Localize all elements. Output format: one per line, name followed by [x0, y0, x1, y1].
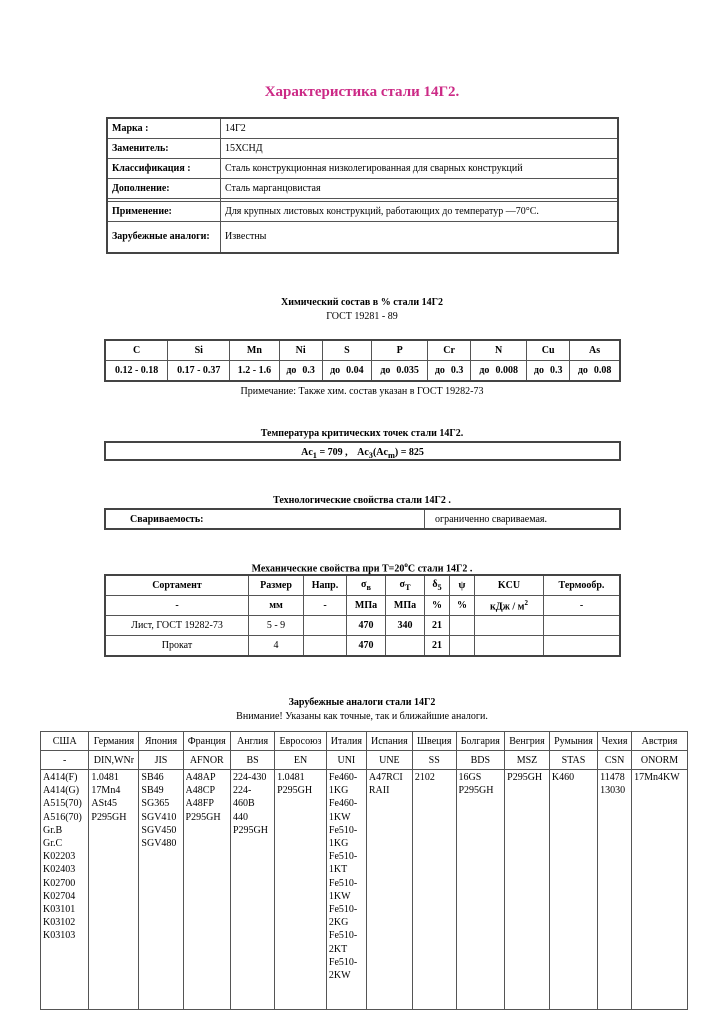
mech-title — [0, 561, 724, 574]
col-sortament: Сортамент — [105, 575, 249, 596]
info-value: Известны — [221, 221, 619, 253]
data-cell: 21 — [425, 636, 450, 657]
chemistry-table — [104, 339, 621, 382]
table-row — [107, 118, 618, 138]
country-header: США — [41, 732, 89, 751]
info-value: 14Г2 — [221, 118, 619, 138]
grades-list: K460 — [551, 772, 575, 783]
range-prefix: до — [533, 365, 544, 376]
unit-cell: МПа — [347, 596, 386, 616]
element-header: As — [570, 340, 620, 361]
critical-title: Температура критических точек стали 14Г2. — [260, 428, 464, 439]
grades-cell — [632, 770, 688, 1010]
country-header: Чехия — [598, 732, 632, 751]
country-header: Швеция — [412, 732, 456, 751]
element-range — [471, 361, 527, 382]
element-header: S — [322, 340, 372, 361]
grades-list: 224-430 224- 460B 440 P295GH — [232, 772, 268, 836]
info-key: Классификация : — [107, 158, 221, 178]
ac1-label: Ac — [301, 447, 313, 458]
element-header: Mn — [230, 340, 279, 361]
data-cell — [304, 636, 347, 657]
country-header: Румыния — [549, 732, 597, 751]
range-value: 1.2 - 1.6 — [237, 365, 272, 376]
chemistry-note: Примечание: Также хим. состав указан в ГОСТ 19282-73 — [240, 386, 484, 397]
unit-cell: % — [450, 596, 475, 616]
standard-cell: EN — [275, 751, 327, 770]
table-row — [107, 201, 618, 221]
grades-cell — [412, 770, 456, 1010]
grades-list: 1.0481 17Mn4 ASt45 P295GH — [91, 772, 127, 823]
standard-cell: CSN — [598, 751, 632, 770]
grades-list: A47RCI RAII — [368, 772, 403, 797]
data-cell: 4 — [249, 636, 304, 657]
standard-cell: ONORM — [632, 751, 688, 770]
grades-cell — [139, 770, 183, 1010]
grades-list: 2102 — [414, 772, 435, 783]
table-row — [105, 509, 620, 529]
data-cell — [475, 636, 544, 657]
table-row — [107, 138, 618, 158]
ac3-mid-sub: m — [387, 451, 395, 460]
element-range — [428, 361, 471, 382]
table-row — [41, 770, 688, 1010]
table-row — [105, 575, 620, 596]
standard-cell: DIN,WNr — [89, 751, 139, 770]
element-header: N — [471, 340, 527, 361]
range-value: 0.12 - 0.18 — [114, 365, 159, 376]
table-row — [105, 596, 620, 616]
country-header: Япония — [139, 732, 183, 751]
info-key: Марка : — [107, 118, 221, 138]
grades-cell — [549, 770, 597, 1010]
grades-cell — [41, 770, 89, 1010]
range-prefix: до — [330, 365, 341, 376]
standard-cell: JIS — [139, 751, 183, 770]
col-delta: $\delta_5$ — [425, 575, 450, 596]
element-header: Cr — [428, 340, 471, 361]
grades-cell — [505, 770, 550, 1010]
grades-list: A414(F) A414(G) A515(70) A516(70) Gr.B Gr.C K02203 K02403 K02700 K02704 K03101 K03102 K03103 — [43, 772, 82, 942]
data-cell — [475, 616, 544, 636]
col-sigma-b: $\sigma_в$ — [347, 575, 386, 596]
standard-cell: SS — [412, 751, 456, 770]
element-header: C — [105, 340, 168, 361]
tech-title: Технологические свойства стали 14Г2 . — [273, 495, 451, 506]
weldability-label: Свариваемость: — [105, 509, 425, 529]
mech-title-text: Механические свойства при Т=20 — [251, 563, 405, 575]
unit-cell: - — [304, 596, 347, 616]
grades-list: 17Mn4KW — [634, 772, 680, 783]
tech-table — [104, 508, 621, 530]
unit-cell: % — [425, 596, 450, 616]
unit-cell: мм — [249, 596, 304, 616]
ac1-value: = 709 , — [319, 447, 348, 458]
data-cell: 470 — [347, 616, 386, 636]
grades-cell — [366, 770, 412, 1010]
grades-list: P295GH — [507, 772, 543, 783]
weldability-value: ограниченно свариваемая. — [425, 509, 621, 529]
range-value: 0.3 — [549, 365, 563, 376]
mech-title-end: С стали 14Г2 . — [407, 563, 473, 575]
data-cell — [544, 616, 621, 636]
range-value: 0.3 — [302, 365, 315, 376]
country-header: Германия — [89, 732, 139, 751]
col-kcu: KCU — [475, 575, 544, 596]
critical-points-box — [104, 441, 621, 461]
range-value: 0.3 — [450, 365, 464, 376]
data-cell — [450, 616, 475, 636]
data-cell: Лист, ГОСТ 19282-73 — [105, 616, 249, 636]
grades-cell — [275, 770, 327, 1010]
grades-list: Fe460- 1KG Fe460- 1KW Fe510- 1KG Fe510- 1KT Fe510- 1KW Fe510- 2KG Fe510- 2KT Fe510- 2KW — [328, 772, 358, 982]
table-row — [105, 616, 620, 636]
table-row — [107, 158, 618, 178]
grades-cell — [456, 770, 505, 1010]
country-header: Англия — [230, 732, 274, 751]
info-key: Зарубежные аналоги: — [107, 221, 221, 253]
col-sigma-t: $\sigma_T$ — [386, 575, 425, 596]
unit-cell: кДж / $м^2$ — [475, 596, 544, 616]
country-header: Австрия — [632, 732, 688, 751]
element-range — [570, 361, 620, 382]
country-header: Венгрия — [505, 732, 550, 751]
data-cell: 5 - 9 — [249, 616, 304, 636]
table-row — [107, 178, 618, 198]
element-header: Ni — [279, 340, 322, 361]
standard-cell: STAS — [549, 751, 597, 770]
range-prefix: до — [286, 365, 297, 376]
element-range — [230, 361, 279, 382]
info-value: Сталь конструкционная низколегированная для сварных конструкций — [221, 158, 619, 178]
country-header: Испания — [366, 732, 412, 751]
grades-cell — [598, 770, 632, 1010]
grades-cell — [183, 770, 230, 1010]
analogs-table — [40, 731, 688, 1010]
data-cell — [304, 616, 347, 636]
standard-cell: UNI — [326, 751, 366, 770]
data-cell: Прокат — [105, 636, 249, 657]
range-value: 0.04 — [346, 365, 364, 376]
chemistry-standard: ГОСТ 19281 - 89 — [326, 311, 398, 322]
range-value: 0.035 — [396, 365, 419, 376]
range-prefix: до — [479, 365, 490, 376]
standard-cell: BDS — [456, 751, 505, 770]
table-row — [105, 340, 620, 361]
ac3-value: ) = 825 — [394, 447, 424, 458]
range-value: 0.008 — [495, 365, 518, 376]
standard-cell: AFNOR — [183, 751, 230, 770]
grades-cell — [326, 770, 366, 1010]
grades-cell — [230, 770, 274, 1010]
data-cell: 21 — [425, 616, 450, 636]
analogs-title: Зарубежные аналоги стали 14Г2 — [288, 697, 436, 708]
table-row — [105, 636, 620, 657]
element-header: Si — [168, 340, 230, 361]
chemistry-title: Химический состав в % стали 14Г2 — [281, 297, 443, 308]
data-cell: 470 — [347, 636, 386, 657]
standard-cell: UNE — [366, 751, 412, 770]
grades-cell — [89, 770, 139, 1010]
mechanical-table — [104, 574, 621, 657]
ac3-label: Ac — [357, 447, 369, 458]
unit-cell: МПа — [386, 596, 425, 616]
country-header: Евросоюз — [275, 732, 327, 751]
data-cell — [450, 636, 475, 657]
col-heat: Термообр. — [544, 575, 621, 596]
unit-cell: - — [544, 596, 621, 616]
unit-cell: - — [105, 596, 249, 616]
col-direction: Напр. — [304, 575, 347, 596]
info-key: Применение: — [107, 201, 221, 221]
table-row — [107, 221, 618, 253]
table-row — [41, 751, 688, 770]
element-range — [279, 361, 322, 382]
standard-cell: MSZ — [505, 751, 550, 770]
data-cell: 340 — [386, 616, 425, 636]
info-value: 15ХСНД — [221, 138, 619, 158]
element-range — [168, 361, 230, 382]
grades-list: 11478 13030 — [600, 772, 626, 797]
range-value: 0.08 — [593, 365, 612, 376]
info-key: Дополнение: — [107, 178, 221, 198]
country-header: Болгария — [456, 732, 505, 751]
general-info-table — [106, 117, 619, 254]
table-row — [41, 732, 688, 751]
element-range — [527, 361, 570, 382]
standard-cell: - — [41, 751, 89, 770]
page-title: Характеристика стали 14Г2. — [264, 84, 460, 100]
grades-list: A48AP A48CP A48FP P295GH — [185, 772, 221, 823]
col-size: Размер — [249, 575, 304, 596]
element-range — [372, 361, 428, 382]
ac1-sub: 1 — [312, 451, 317, 460]
country-header: Франция — [183, 732, 230, 751]
range-prefix: до — [380, 365, 391, 376]
element-range — [105, 361, 168, 382]
range-prefix: до — [577, 365, 588, 376]
element-header: P — [372, 340, 428, 361]
element-range — [322, 361, 372, 382]
info-key: Заменитель: — [107, 138, 221, 158]
mech-title-sup: o — [404, 561, 408, 569]
info-value: Для крупных листовых конструкций, работающих до температур —70°С. — [221, 201, 619, 221]
col-psi: ψ — [450, 575, 475, 596]
ac3-sub: 3 — [368, 451, 373, 460]
data-cell — [386, 636, 425, 657]
grades-list: SB46 SB49 SG365 SGV410 SGV450 SGV480 — [141, 772, 177, 850]
analogs-notice: Внимание! Указаны как точные, так и ближайшие аналоги. — [236, 711, 488, 722]
table-row — [105, 361, 620, 382]
standard-cell: BS — [230, 751, 274, 770]
grades-list: 16GS P295GH — [458, 772, 494, 797]
grades-list: 1.0481 P295GH — [277, 772, 313, 797]
range-value: 0.17 - 0.37 — [177, 365, 221, 376]
data-cell — [544, 636, 621, 657]
info-value: Сталь марганцовистая — [221, 178, 619, 198]
element-header: Cu — [527, 340, 570, 361]
range-prefix: до — [434, 365, 445, 376]
country-header: Италия — [326, 732, 366, 751]
ac3-mid: (Ac — [372, 447, 388, 458]
